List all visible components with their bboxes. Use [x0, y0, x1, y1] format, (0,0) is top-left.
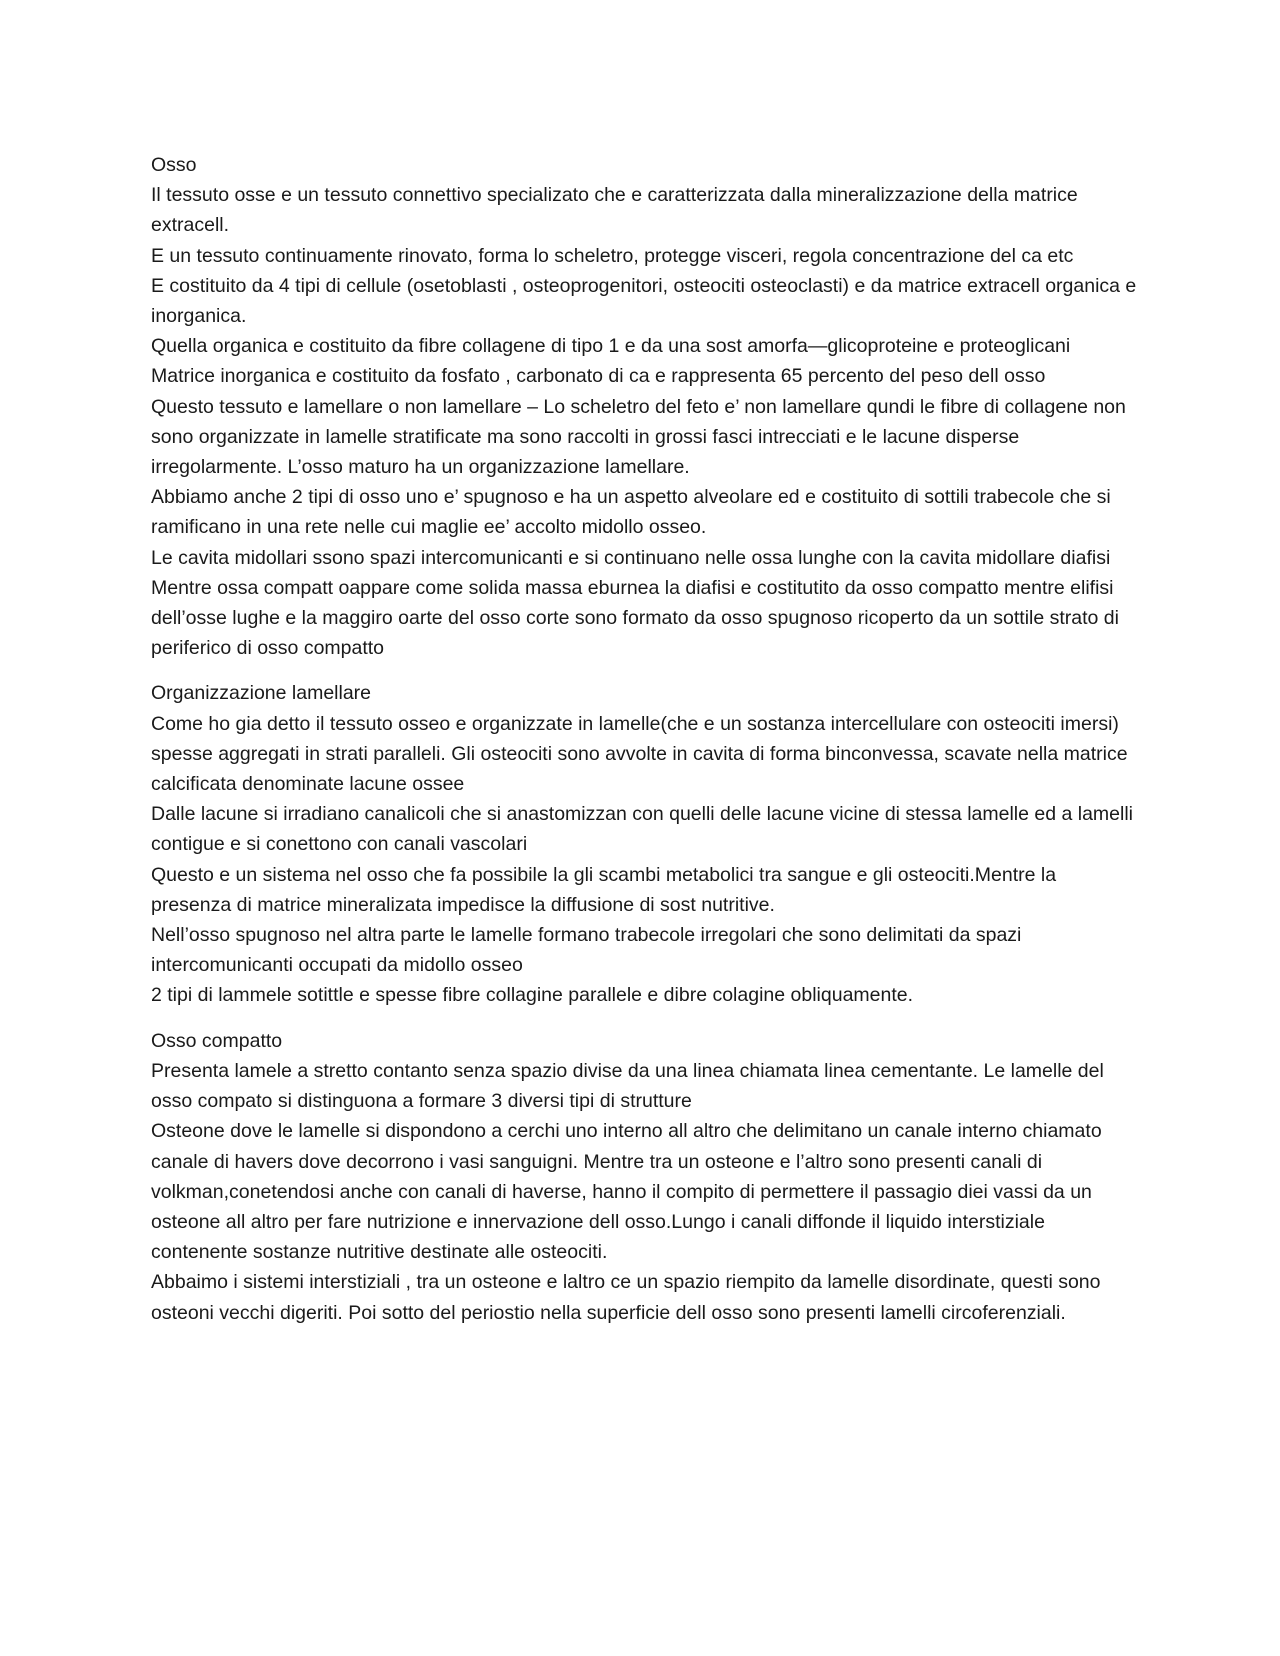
paragraph: Come ho gia detto il tessuto osseo e organizzate in lamelle(che e un sostanza intercellulare con osteociti imersi) spesse aggregati in strati paralleli. Gli osteociti sono avvolte in cavita di forma binconvessa, scavate nella matrice calcificata denominate lacune ossee — [151, 712, 1128, 796]
section-osso — [151, 150, 1141, 663]
paragraph: Questo e un sistema nel osso che fa possibile la gli scambi metabolici tra sangue e gli osteociti.Mentre la presenza di matrice mineralizata impedisce la diffusione di sost nutritive. — [151, 863, 1057, 916]
paragraph: Osteone dove le lamelle si dispondono a cerchi uno interno all altro che delimitano un canale interno chiamato canale di havers dove decorrono i vasi sanguigni. Mentre tra un osteone e l’altro sono presenti canali di volkman,conetendosi anche con canali di haverse, hanno il compito di permettere il passagio diei vassi da un osteone all altro per fare nutrizione e innervazione dell osso.Lungo i canali diffonde il liquido interstiziale contenente sostanze nutritive destinate alle osteociti. — [151, 1120, 1102, 1264]
document-page — [151, 150, 1141, 1343]
paragraph: Abbaimo i sistemi interstiziali , tra un osteone e laltro ce un spazio riempito da lamelle disordinate, questi sono osteoni vecchi digeriti. Poi sotto del periostio nella superficie dell osso sono presenti lamelli circoferenziali. — [151, 1271, 1101, 1324]
heading-osso: Osso — [151, 154, 197, 176]
section-organizzazione-lamellare — [151, 678, 1141, 1010]
paragraph: Nell’osso spugnoso nel altra parte le lamelle formano trabecole irregolari che sono delimitati da spazi intercomunicanti occupati da midollo osseo — [151, 924, 1022, 977]
paragraph: Matrice inorganica e costituito da fosfato , carbonato di ca e rappresenta 65 percento del peso dell osso — [151, 365, 1046, 388]
paragraph: Il tessuto osse e un tessuto connettivo specializato che e caratterizzata dalla mineralizzazione della matrice extracell. — [151, 184, 1078, 237]
heading-organizzazione-lamellare: Organizzazione lamellare — [151, 682, 372, 705]
paragraph: 2 tipi di lammele sotittle e spesse fibre collagine parallele e dibre colagine obliquamente. — [151, 984, 914, 1007]
paragraph: Presenta lamele a stretto contanto senza spazio divise da una linea chiamata linea cementante. Le lamelle del osso compato si distinguona a formare 3 diversi tipi di strutture — [151, 1059, 1104, 1113]
paragraph: E costituito da 4 tipi di cellule (osetoblasti , osteoprogenitori, osteociti osteoclasti) e da matrice extracell organica e inorganica. — [151, 274, 1137, 328]
section-osso-compatto — [151, 1026, 1141, 1328]
paragraph: Dalle lacune si irradiano canalicoli che si anastomizzan con quelli delle lacune vicine di stessa lamelle ed a lamelli contigue e si conettono con canali vascolari — [151, 803, 1134, 856]
heading-osso-compatto: Osso compatto — [151, 1029, 283, 1052]
paragraph: Questo tessuto e lamellare o non lamellare – Lo scheletro del feto e’ non lamellare qundi le fibre di collagene non sono organizzate in lamelle stratificate ma sono raccolti in grossi fasci intrecciati e le lacune disperse irregolarmente. L’osso maturo ha un organizzazione lamellare. — [151, 395, 1126, 479]
paragraph: Quella organica e costituito da fibre collagene di tipo 1 e da una sost amorfa—glicoproteine e proteoglicani — [151, 335, 1071, 358]
paragraph: E un tessuto continuamente rinovato, forma lo scheletro, protegge visceri, regola concentrazione del ca etc — [151, 244, 1074, 267]
paragraph: Abbiamo anche 2 tipi di osso uno e’ spugnoso e ha un aspetto alveolare ed e costituito di sottili trabecole che si ramificano in una rete nelle cui maglie ee’ accolto midollo osseo. — [151, 486, 1111, 539]
paragraph: Mentre ossa compatt oappare come solida massa eburnea la diafisi e costitutito da osso compatto mentre elifisi dell’osse lughe e la maggiro oarte del osso corte sono formato da osso spugnoso ricoperto da un sottile strato di periferico di osso compatto — [151, 576, 1119, 660]
paragraph: Le cavita midollari ssono spazi intercomunicanti e si continuano nelle ossa lunghe con la cavita midollare diafisi — [151, 546, 1111, 569]
